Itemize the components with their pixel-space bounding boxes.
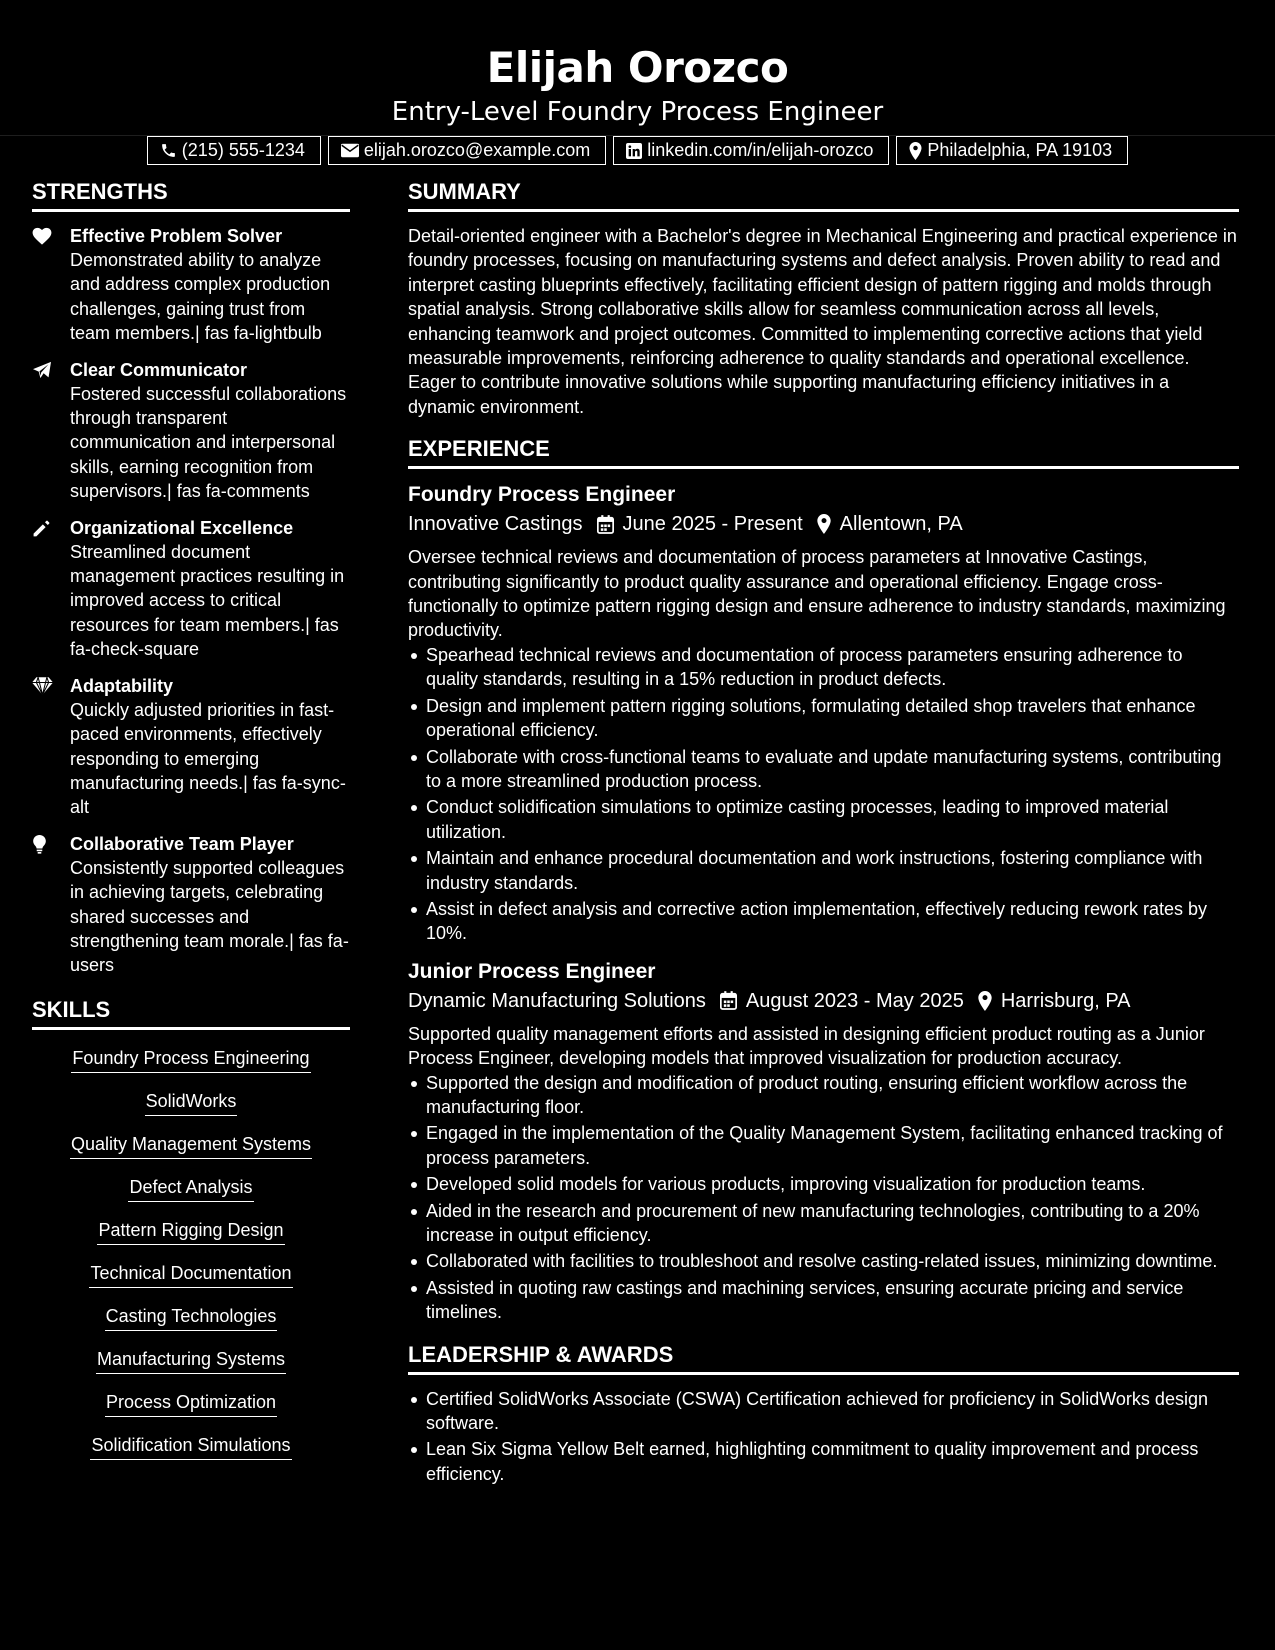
map-marker-icon	[817, 514, 831, 534]
job-entry	[408, 481, 1239, 946]
strength-title: Effective Problem Solver	[70, 226, 283, 246]
strength-item	[32, 358, 350, 504]
list-item: Assisted in quoting raw castings and machining services, ensuring accurate pricing and service timelines.	[426, 1276, 1239, 1325]
contact-phone-text: (215) 555-1234	[181, 140, 305, 160]
experience-heading: EXPERIENCE	[408, 435, 1239, 469]
skills-list	[32, 1042, 350, 1460]
job-location: Harrisburg, PA	[1000, 989, 1131, 1012]
skill-item: Quality Management Systems	[32, 1132, 350, 1159]
linkedin-icon	[626, 143, 642, 159]
list-item: Developed solid models for various products, improving visualization for production teams.	[426, 1172, 1239, 1196]
strength-description: Fostered successful collaborations through transparent communication and interpersonal skills, earning recognition from supervisors.| fas fa-comments	[70, 383, 347, 502]
paper-plane-icon	[32, 358, 70, 504]
list-item: Collaborated with facilities to troubleshoot and resolve casting-related issues, minimizing downtime.	[426, 1249, 1239, 1273]
list-item: Assist in defect analysis and corrective action implementation, effectively reducing rework rates by 10%.	[426, 897, 1239, 946]
list-item: Lean Six Sigma Yellow Belt earned, highlighting commitment to quality improvement and process efficiency.	[426, 1437, 1239, 1486]
job-location: Allentown, PA	[839, 513, 963, 536]
skill-item: SolidWorks	[32, 1089, 350, 1116]
skill-item: Manufacturing Systems	[32, 1347, 350, 1374]
skill-item: Technical Documentation	[32, 1261, 350, 1288]
map-marker-icon	[909, 142, 922, 160]
summary-heading: SUMMARY	[408, 178, 1239, 212]
lightbulb-icon	[32, 832, 70, 978]
calendar-icon	[720, 991, 737, 1010]
heart-icon	[32, 224, 70, 346]
job-description: Supported quality management efforts and assisted in designing efficient product routing as a Junior Process Engineer, developing models that improved visualization for production accuracy.	[408, 1023, 1205, 1069]
envelope-icon	[341, 143, 359, 158]
list-item: Certified SolidWorks Associate (CSWA) Certification achieved for proficiency in SolidWorks design software.	[426, 1387, 1239, 1436]
job-bullets	[408, 1071, 1239, 1325]
strength-description: Streamlined document management practices resulting in improved access to critical resources for team members.| fas fa-check-square	[70, 541, 345, 660]
strength-description: Demonstrated ability to analyze and address complex production challenges, gaining trust from team members.| fas fa-lightbulb	[70, 250, 331, 344]
strength-item	[32, 674, 350, 820]
leadership-list	[408, 1387, 1239, 1487]
skill-item: Solidification Simulations	[32, 1433, 350, 1460]
job-company: Innovative Castings	[408, 513, 583, 536]
right-column	[408, 178, 1239, 1488]
job-bullets	[408, 643, 1239, 946]
candidate-title: Entry-Level Foundry Process Engineer	[391, 97, 884, 127]
resume-header	[0, 0, 1275, 160]
left-column	[32, 178, 350, 1476]
map-marker-icon	[978, 991, 992, 1011]
strength-title: Adaptability	[70, 675, 174, 696]
list-item: Design and implement pattern rigging solutions, formulating detailed shop travelers that enhance operational efficiency.	[426, 694, 1239, 743]
strength-item	[32, 224, 350, 346]
contact-email[interactable]	[328, 136, 606, 165]
contact-location	[896, 136, 1128, 165]
contact-bar	[0, 136, 1275, 165]
strength-item	[32, 832, 350, 978]
list-item: Collaborate with cross-functional teams to evaluate and update manufacturing systems, contributing to a more streamlined production process.	[426, 745, 1239, 794]
phone-icon	[160, 142, 177, 159]
job-description: Oversee technical reviews and documentation of process parameters at Innovative Castings, contributing significantly to product quality assurance and operational efficiency. Engage cross-functionally to optimize pattern rigging design and ensure adherence to industry standards, maximizing productivity.	[408, 547, 1226, 641]
list-item: Conduct solidification simulations to optimize casting processes, leading to improved material utilization.	[426, 795, 1239, 844]
calendar-icon	[597, 515, 614, 534]
job-meta	[408, 986, 1239, 1016]
strengths-heading: STRENGTHS	[32, 178, 350, 212]
job-company: Dynamic Manufacturing Solutions	[408, 989, 706, 1012]
job-entry	[408, 958, 1239, 1325]
strength-description: Consistently supported colleagues in achieving targets, celebrating shared successes and strengthening team morale.| fas fa-users	[70, 857, 349, 976]
skill-item: Pattern Rigging Design	[32, 1218, 350, 1245]
contact-email-text: elijah.orozco@example.com	[363, 140, 591, 160]
list-item: Spearhead technical reviews and documentation of process parameters ensuring adherence to quality standards, resulting in a 15% reduction in product defects.	[426, 643, 1239, 692]
gem-icon	[32, 674, 70, 820]
contact-location-text: Philadelphia, PA 19103	[927, 140, 1113, 160]
list-item: Engaged in the implementation of the Quality Management System, facilitating enhanced tracking of process parameters.	[426, 1121, 1239, 1170]
strength-item	[32, 516, 350, 662]
list-item: Maintain and enhance procedural documentation and work instructions, fostering compliance with industry standards.	[426, 846, 1239, 895]
skill-item: Defect Analysis	[32, 1175, 350, 1202]
job-dates: June 2025 - Present	[622, 513, 803, 536]
summary-text: Detail-oriented engineer with a Bachelor's degree in Mechanical Engineering and practical experience in foundry processes, focusing on manufacturing systems and defect analysis. Proven ability to read and interpret casting blueprints effectively, facilitating efficient design of pattern rigging and molds through spatial analysis. Strong collaborative skills allow for seamless communication across all levels, enhancing teamwork and project outcomes. Committed to implementing corrective actions that yield measurable improvements, reinforcing adherence to quality standards and operational excellence. Eager to contribute innovative solutions while supporting manufacturing efficiency initiatives in a dynamic environment.	[408, 226, 1237, 417]
strength-title: Collaborative Team Player	[70, 833, 294, 854]
job-dates: August 2023 - May 2025	[745, 989, 964, 1012]
skill-item: Process Optimization	[32, 1390, 350, 1417]
skill-item: Foundry Process Engineering	[32, 1046, 350, 1073]
candidate-name: Elijah Orozco	[486, 43, 789, 92]
list-item: Supported the design and modification of product routing, ensuring efficient workflow across the manufacturing floor.	[426, 1071, 1239, 1120]
job-title: Junior Process Engineer	[408, 959, 656, 983]
pencil-icon	[32, 516, 70, 662]
strength-description: Quickly adjusted priorities in fast-paced environments, effectively responding to emerging manufacturing needs.| fas fa-sync-alt	[70, 699, 346, 818]
skill-item: Casting Technologies	[32, 1304, 350, 1331]
strength-title: Clear Communicator	[70, 359, 248, 380]
contact-linkedin-text: linkedin.com/in/elijah-orozco	[647, 140, 874, 160]
contact-phone	[147, 136, 321, 165]
leadership-heading: LEADERSHIP & AWARDS	[408, 1341, 1239, 1375]
skills-heading: SKILLS	[32, 996, 350, 1030]
job-meta	[408, 509, 1239, 539]
list-item: Aided in the research and procurement of new manufacturing technologies, contributing to a 20% increase in output efficiency.	[426, 1199, 1239, 1248]
job-title: Foundry Process Engineer	[408, 483, 676, 507]
strength-title: Organizational Excellence	[70, 517, 294, 538]
contact-linkedin[interactable]	[613, 136, 889, 165]
